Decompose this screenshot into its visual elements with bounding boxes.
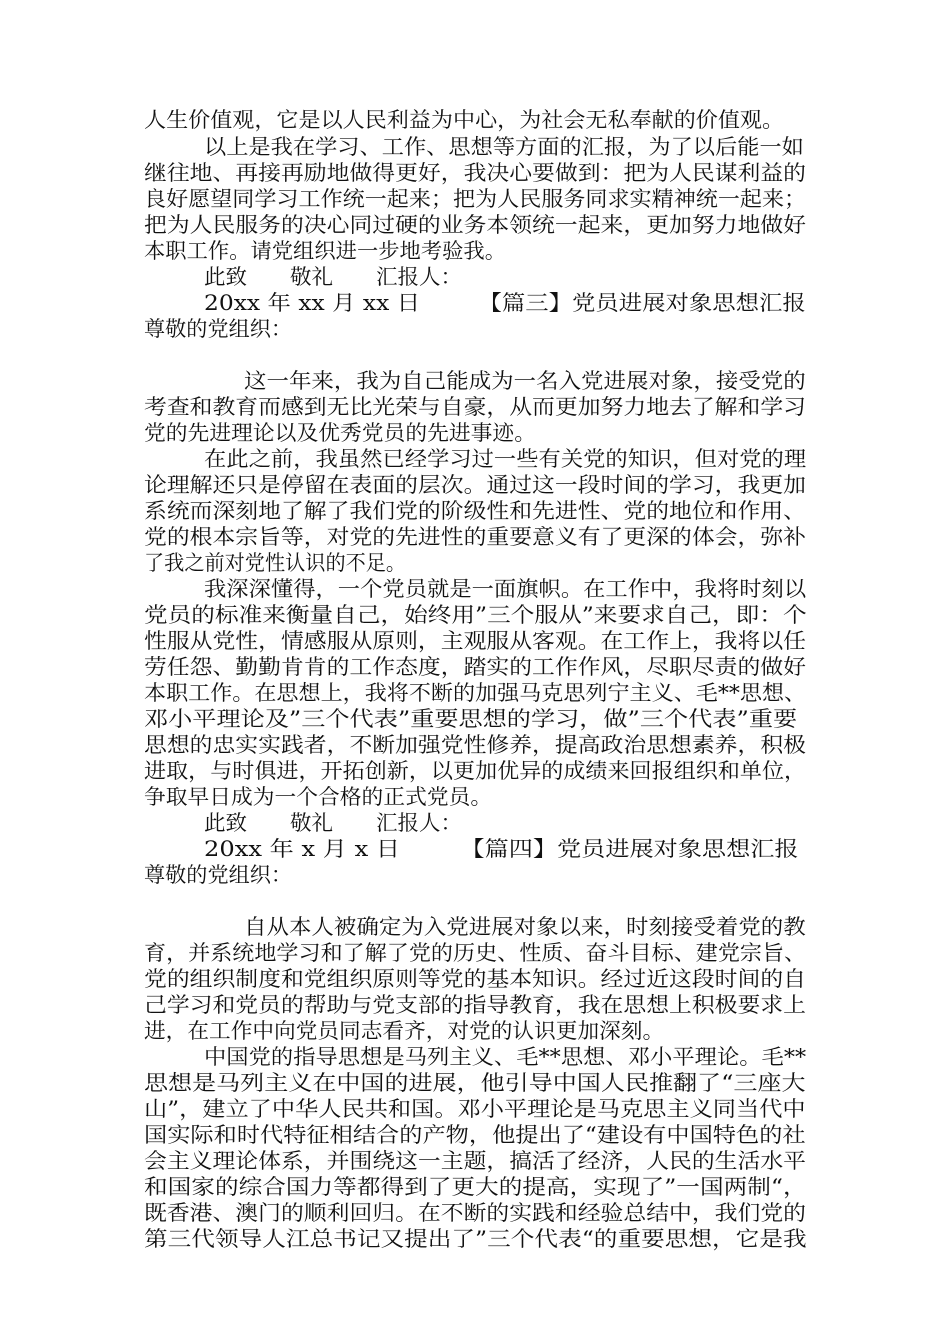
text-line: 育，并系统地学习和了解了党的历史、性质、奋斗目标、建党宗旨、 — [144, 941, 807, 965]
salutation: 尊敬的党组织： — [144, 863, 293, 887]
text-line: 继往地、再接再励地做得更好，我决心要做到：把为人民谋利益的 — [144, 161, 806, 185]
text-line: 性服从党性，情感服从原则，主观服从客观。在工作上，我将以任 — [144, 629, 806, 653]
text-line: 本职工作。请党组织进一步地考验我。 — [144, 239, 506, 263]
text-line: 邓小平理论及”三个代表”重要思想的学习，做”三个代表”重要 — [144, 707, 798, 731]
text-line: 以上是我在学习、工作、思想等方面的汇报，为了以后能一如 — [204, 135, 804, 159]
text-line: 国实际和时代特征相结合的产物，他提出了“建设有中国特色的社 — [144, 1123, 806, 1147]
closing-line: 此致 敬礼 汇报人： — [204, 811, 463, 835]
salutation: 尊敬的党组织： — [144, 317, 293, 341]
text-line: 争取早日成为一个合格的正式党员。 — [144, 785, 493, 809]
text-line: 己学习和党员的帮助与党支部的指导教育，我在思想上积极要求上 — [144, 993, 806, 1017]
text-line: 我深深懂得，一个党员就是一面旗帜。在工作中，我将时刻以 — [204, 577, 807, 601]
text-line: 进，在工作中向党员同志看齐，对党的认识更加深刻。 — [144, 1019, 665, 1043]
text-line: 山”，建立了中华人民共和国。邓小平理论是马克思主义同当代中 — [144, 1097, 806, 1121]
text-line: 自从本人被确定为入党进展对象以来，时刻接受着党的教 — [244, 915, 806, 939]
text-line: 党的根本宗旨等，对党的先进性的重要意义有了更深的体会，弥补 — [144, 525, 806, 549]
text-line: 劳任怨、勤勤肯肯的工作态度，踏实的工作作风，尽职尽责的做好 — [144, 655, 806, 679]
text-line: 论理解还只是停留在表面的层次。通过这一段时间的学习，我更加 — [144, 473, 806, 497]
text-line: 本职工作。在思想上，我将不断的加强马克思列宁主义、毛**思想、 — [144, 681, 807, 705]
text-line: 良好愿望同学习工作统一起来；把为人民服务同求实精神统一起来； — [144, 187, 807, 211]
text-line: 把为人民服务的决心同过硬的业务本领统一起来，更加努力地做好 — [144, 213, 806, 237]
text-line: 会主义理论体系，并围绕这一主题，搞活了经济，人民的生活水平 — [144, 1149, 806, 1173]
text-line: 中国党的指导思想是马列主义、毛**思想、邓小平理论。毛** — [204, 1045, 807, 1069]
text-line: 党的组织制度和党组织原则等党的基本知识。经过近这段时间的自 — [144, 967, 806, 991]
text-line: 既香港、澳门的顺利回归。在不断的实践和经验总结中，我们党的 — [144, 1201, 806, 1225]
text-line: 系统而深刻地了解了我们党的阶级性和先进性、党的地位和作用、 — [144, 499, 806, 523]
section-heading: 20xx 年 xx 月 xx 日 【篇三】党员进展对象思想汇报 — [204, 291, 806, 315]
section-heading: 20xx 年 x 月 x 日 【篇四】党员进展对象思想汇报 — [204, 837, 799, 861]
text-line: 在此之前，我虽然已经学习过一些有关党的知识，但对党的理 — [204, 447, 807, 471]
text-line: 和国家的综合国力等都得到了更大的提高，实现了”一国两制“， — [144, 1175, 807, 1199]
closing-line: 此致 敬礼 汇报人： — [204, 265, 463, 289]
text-line: 人生价值观，它是以人民利益为中心，为社会无私奉献的价值观。 — [144, 108, 785, 132]
text-line: 进取，与时俱进，开拓创新，以更加优异的成绩来回报组织和单位， — [144, 759, 807, 783]
text-line: 党员的标准来衡量自己，始终用”三个服从”来要求自己，即：个 — [144, 603, 807, 627]
text-line: 了我之前对党性认识的不足。 — [144, 551, 407, 575]
text-line: 第三代领导人江总书记又提出了”三个代表“的重要思想，它是我 — [144, 1227, 807, 1251]
text-line: 这一年来，我为自己能成为一名入党进展对象，接受党的 — [244, 369, 806, 393]
text-line: 思想是马列主义在中国的进展，他引导中国人民推翻了“三座大 — [144, 1071, 806, 1095]
text-line: 思想的忠实实践者，不断加强党性修养，提高政治思想素养，积极 — [144, 733, 806, 757]
text-line: 考查和教育而感到无比光荣与自豪，从而更加努力地去了解和学习 — [144, 395, 806, 419]
text-line: 党的先进理论以及优秀党员的先进事迹。 — [144, 421, 536, 445]
